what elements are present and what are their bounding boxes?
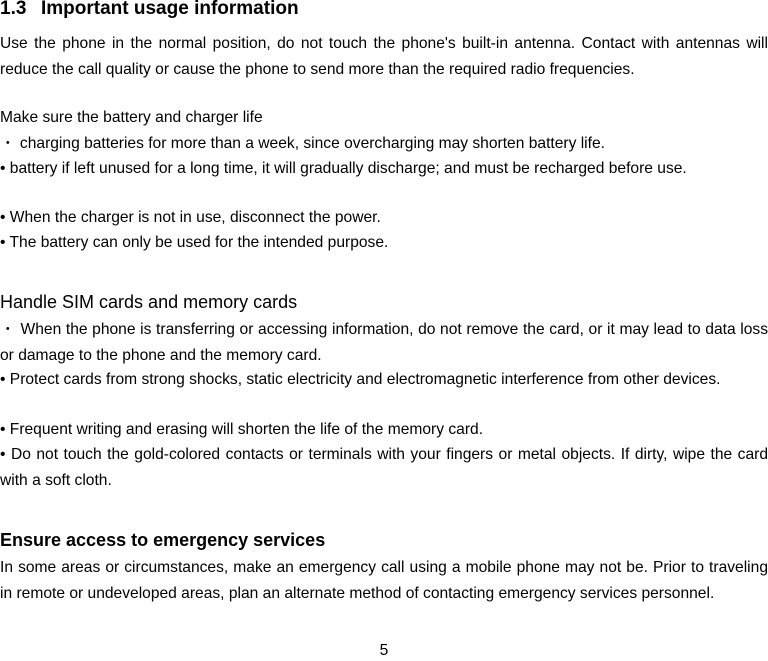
battery-heading: Make sure the battery and charger life [0,109,263,126]
antenna-paragraph: Use the phone in the normal position, do not touch the phone's built-in antenna. Contact with antennas will reduce the call quality or cause the phone to send more than the required radio frequencies. [0,35,768,78]
sim-item: • Do not touch the gold-colored contacts or terminals with your fingers or metal objects. If dirty, wipe the card with a soft cloth. [0,446,768,489]
battery-item: • When the charger is not in use, disconnect the power. [0,209,381,226]
section-number: 1.3 [0,0,27,19]
sim-item: ・ When the phone is transferring or accessing information, do not remove the card, or it may lead to data loss or damage to the phone and the memory card. [0,321,768,364]
page-number: 5 [379,642,389,659]
battery-item: ・ charging batteries for more than a week, since overcharging may shorten battery life. [0,135,605,152]
section-title: Important usage information [41,0,299,19]
battery-item: • battery if left unused for a long time, it will gradually discharge; and must be recharged before use. [0,160,687,177]
sim-item: • Frequent writing and erasing will shorten the life of the memory card. [0,421,484,438]
sim-heading: Handle SIM cards and memory cards [0,292,298,312]
emergency-heading: Ensure access to emergency services [0,530,326,550]
sim-item: • Protect cards from strong shocks, static electricity and electromagnetic interference from other devices. [0,371,721,388]
battery-item: • The battery can only be used for the intended purpose. [0,234,389,251]
emergency-paragraph: In some areas or circumstances, make an emergency call using a mobile phone may not be. Prior to traveling in remote or undeveloped areas, plan an alternate method of contacting emergency services personnel. [0,559,768,602]
section-heading [0,0,299,21]
